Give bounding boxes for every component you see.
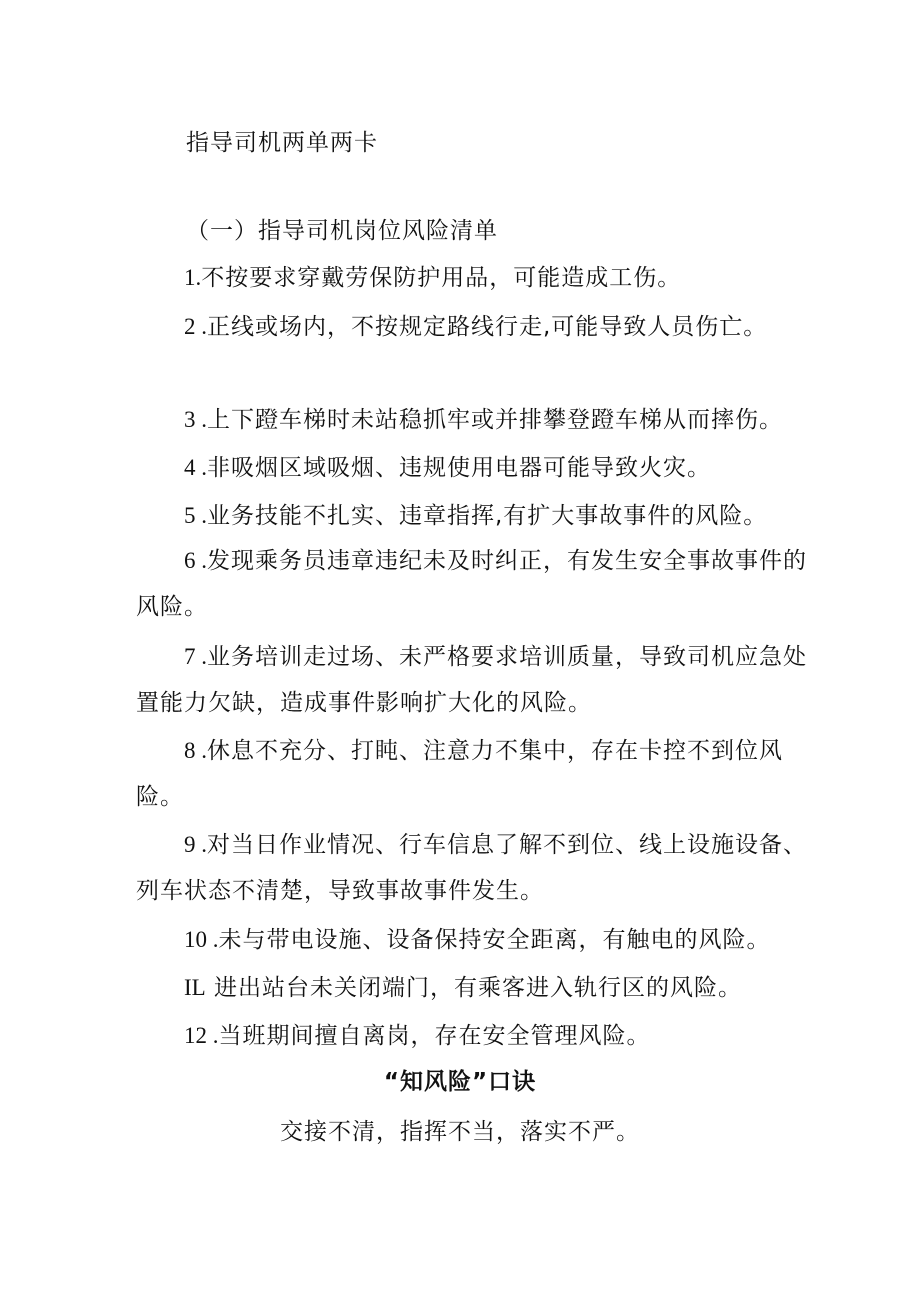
risk-item-text: 业务培训走过场、未严格要求培训质量，导致司机应急处置能力欠缺，造成事件影响扩大化的风险。 — [136, 644, 807, 716]
risk-item-text: 进出站台未关闭端门，有乘客进入轨行区的风险。 — [214, 975, 743, 1001]
risk-item-12 — [136, 1013, 812, 1059]
risk-item-6 — [136, 538, 812, 630]
section-heading: （一）指导司机岗位风险清单 — [186, 218, 498, 244]
risk-item-text: 非吸烟区域吸烟、违规使用电器可能导致火灾。 — [207, 455, 711, 481]
risk-item-2 — [136, 304, 812, 350]
rhyme-heading: “知风险”口诀 — [383, 1069, 537, 1095]
risk-item-text: 正线或场内，不按规定路线行走,可能导致人员伤亡。 — [207, 314, 768, 340]
risk-item-number: 6 . — [184, 548, 207, 573]
risk-item-number: 9 . — [184, 832, 207, 857]
risk-item-7 — [136, 634, 812, 726]
risk-item-text: 发现乘务员违章违纪未及时纠正，有发生安全事故事件的风险。 — [136, 548, 807, 620]
risk-item-5 — [136, 493, 812, 539]
risk-item-number: IL — [184, 975, 206, 1000]
risk-item-8 — [136, 728, 812, 820]
risk-item-number: 8 . — [184, 738, 207, 763]
risk-item-text: 不按要求穿戴劳保防护用品，可能造成工伤。 — [201, 265, 682, 291]
risk-item-11 — [136, 965, 812, 1011]
risk-item-text: 当班期间擅自离岗，存在安全管理风险。 — [218, 1023, 651, 1049]
risk-item-9 — [136, 822, 812, 914]
risk-item-number: 3 . — [184, 407, 207, 432]
risk-item-number: 2 . — [184, 314, 207, 339]
risk-item-number: 10 . — [184, 927, 219, 952]
risk-item-text: 对当日作业情况、行车信息了解不到位、线上设施设备、列车状态不清楚，导致事故事件发生。 — [136, 832, 807, 904]
risk-item-text: 业务技能不扎实、违章指挥,有扩大事故事件的风险。 — [207, 503, 768, 529]
risk-item-4 — [136, 445, 812, 491]
document-title: 指导司机两单两卡 — [186, 130, 378, 156]
risk-item-number: 4 . — [184, 455, 207, 480]
risk-item-3 — [136, 397, 812, 443]
risk-item-text: 未与带电设施、设备保持安全距离，有触电的风险。 — [218, 927, 771, 953]
risk-item-text: 上下蹬车梯时未站稳抓牢或并排攀登蹬车梯从而摔伤。 — [207, 407, 783, 433]
risk-item-number: 12 . — [184, 1023, 219, 1048]
risk-item-text: 休息不充分、打盹、注意力不集中，存在卡控不到位风险。 — [136, 738, 783, 810]
risk-item-1 — [136, 255, 812, 301]
risk-item-number: 7 . — [184, 644, 207, 669]
risk-item-number: 1. — [184, 265, 202, 290]
risk-item-10 — [136, 917, 812, 963]
risk-item-number: 5 . — [184, 503, 207, 528]
rhyme-text: 交接不清，指挥不当，落实不严。 — [280, 1119, 640, 1145]
